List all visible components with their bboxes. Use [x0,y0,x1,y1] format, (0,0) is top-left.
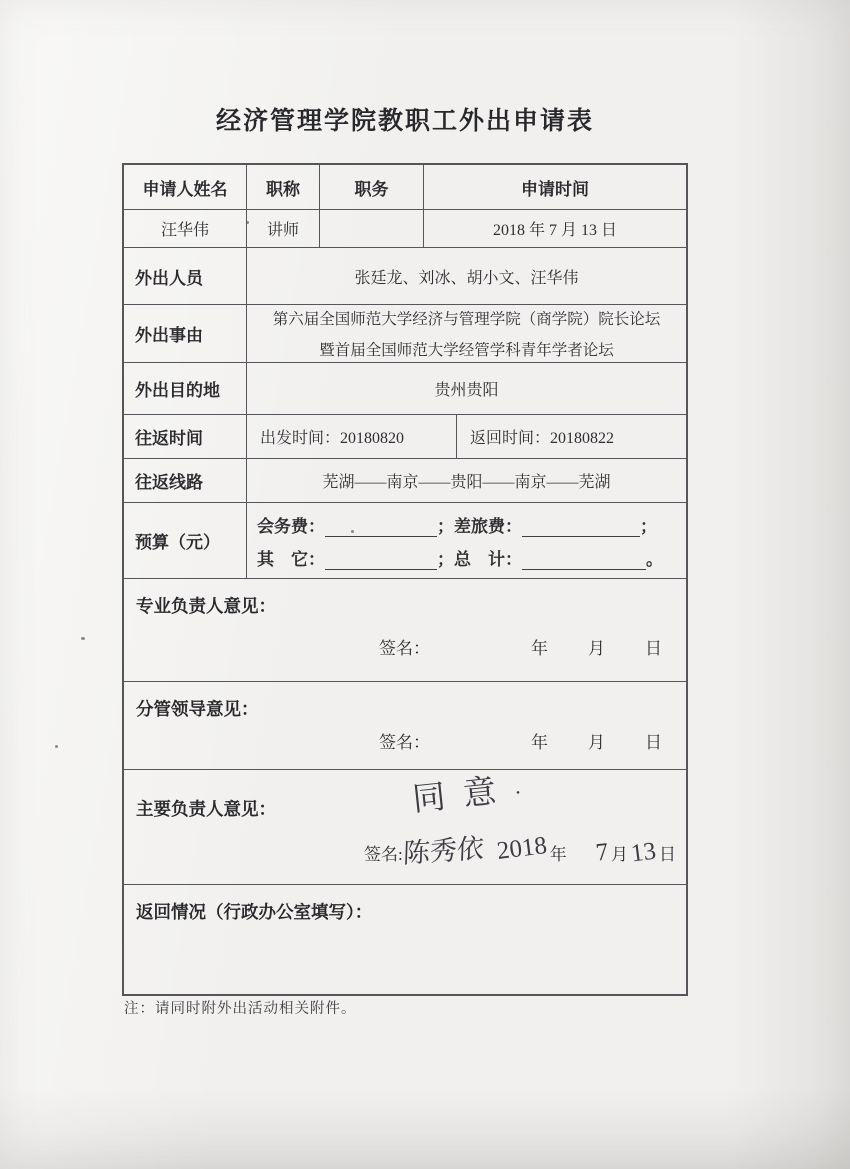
scan-speck [81,637,85,640]
header-apply-time: 申请时间 [521,179,589,199]
header-job-title: 职称 [247,165,320,209]
route-row [124,458,686,502]
travel-fee-blank [522,519,640,537]
division-leader-opinion-section [124,681,686,769]
period: 。 [646,549,663,569]
reason-label: 外出事由 [124,305,247,362]
separator: ； [437,516,454,536]
separator: ； [437,549,454,569]
apply-time-value: 2018 年 7 月 13 日 [492,222,617,239]
main-leader-opinion-label: 主要负责人意见： [136,799,276,819]
header-applicant-name: 申请人姓名 [124,165,247,209]
handwritten-dot: · [513,779,523,805]
other-fee-blank [325,552,437,570]
personnel-row [124,247,686,304]
budget-line-2 [257,545,663,570]
year-label: 年 [531,733,548,752]
handwritten-approval: 同意· [410,772,523,819]
scan-speck [55,745,58,748]
division-leader-sign-line [124,728,686,753]
budget-content [247,503,686,578]
reason-line1: 第六届全国师范大学经济与管理学院（商学院）院长论坛 [272,311,661,328]
reason-row [124,304,686,362]
other-fee-label: 其 它： [257,549,325,569]
total-blank [522,552,646,570]
conference-fee-label: 会务费： [257,516,325,536]
professional-sign-line [124,634,686,659]
professional-opinion-section [124,578,686,681]
footnote: 注：请同时附外出活动相关附件。 [124,1001,357,1017]
conference-fee-blank [325,519,437,537]
travel-fee-label: 差旅费： [454,516,522,536]
budget-line-1 [257,512,657,537]
main-leader-opinion-section [124,769,686,884]
month-label: 月 [588,733,605,752]
round-trip-time-label: 往返时间 [124,415,247,458]
month-label: 月 [611,845,628,864]
personnel-value: 张廷龙、刘冰、胡小文、汪华伟 [354,269,579,287]
sign-label: 签名: [364,845,403,864]
destination-value: 贵州贵阳 [434,382,499,399]
handwritten-signature: 陈秀依 [402,833,485,869]
division-leader-opinion-label: 分管领导意见： [136,699,259,719]
applicant-name-value: 汪华伟 [124,210,247,247]
budget-label: 预算（元） [124,503,247,578]
departure-time-value: 出发时间：20180820 [247,415,457,458]
job-title-value: 讲师 [247,210,320,247]
route-value: 芜湖——南京——贵阳——南京——芜湖 [322,474,611,491]
sign-label: 签名： [379,733,430,752]
round-trip-time-row [124,414,686,458]
reason-line2: 暨首届全国师范大学经管学科青年学者论坛 [319,342,614,359]
handwritten-year-number: 2018 [495,832,549,865]
table-header-row [124,165,686,209]
year-label: 年 [549,845,567,864]
day-label: 日 [645,639,662,658]
destination-row [124,362,686,414]
month-label: 月 [588,639,605,658]
sign-label: 签名： [379,639,430,658]
handwritten-month-number: 7 [593,838,610,867]
return-time-value: 返回时间：20180822 [470,430,615,447]
reason-value [247,305,686,362]
total-label: 总 计： [454,549,522,569]
return-status-label: 返回情况（行政办公室填写）： [136,902,373,922]
return-status-section [124,884,686,994]
day-label: 日 [659,845,676,864]
professional-opinion-label: 专业负责人意见： [136,596,276,616]
destination-label: 外出目的地 [124,363,247,414]
applicant-row [124,209,686,247]
day-label: 日 [645,733,662,752]
route-label: 往返线路 [124,459,247,502]
duty-value [320,210,424,247]
application-form-table [122,163,688,996]
personnel-label: 外出人员 [124,248,247,304]
header-duty: 职务 [320,165,424,209]
budget-row [124,502,686,578]
handwritten-day-number: 13 [629,837,658,868]
year-label: 年 [531,639,548,658]
separator: ； [640,516,657,536]
page-title: 经济管理学院教职工外出申请表 [215,108,594,135]
main-leader-sign-line [124,829,686,868]
